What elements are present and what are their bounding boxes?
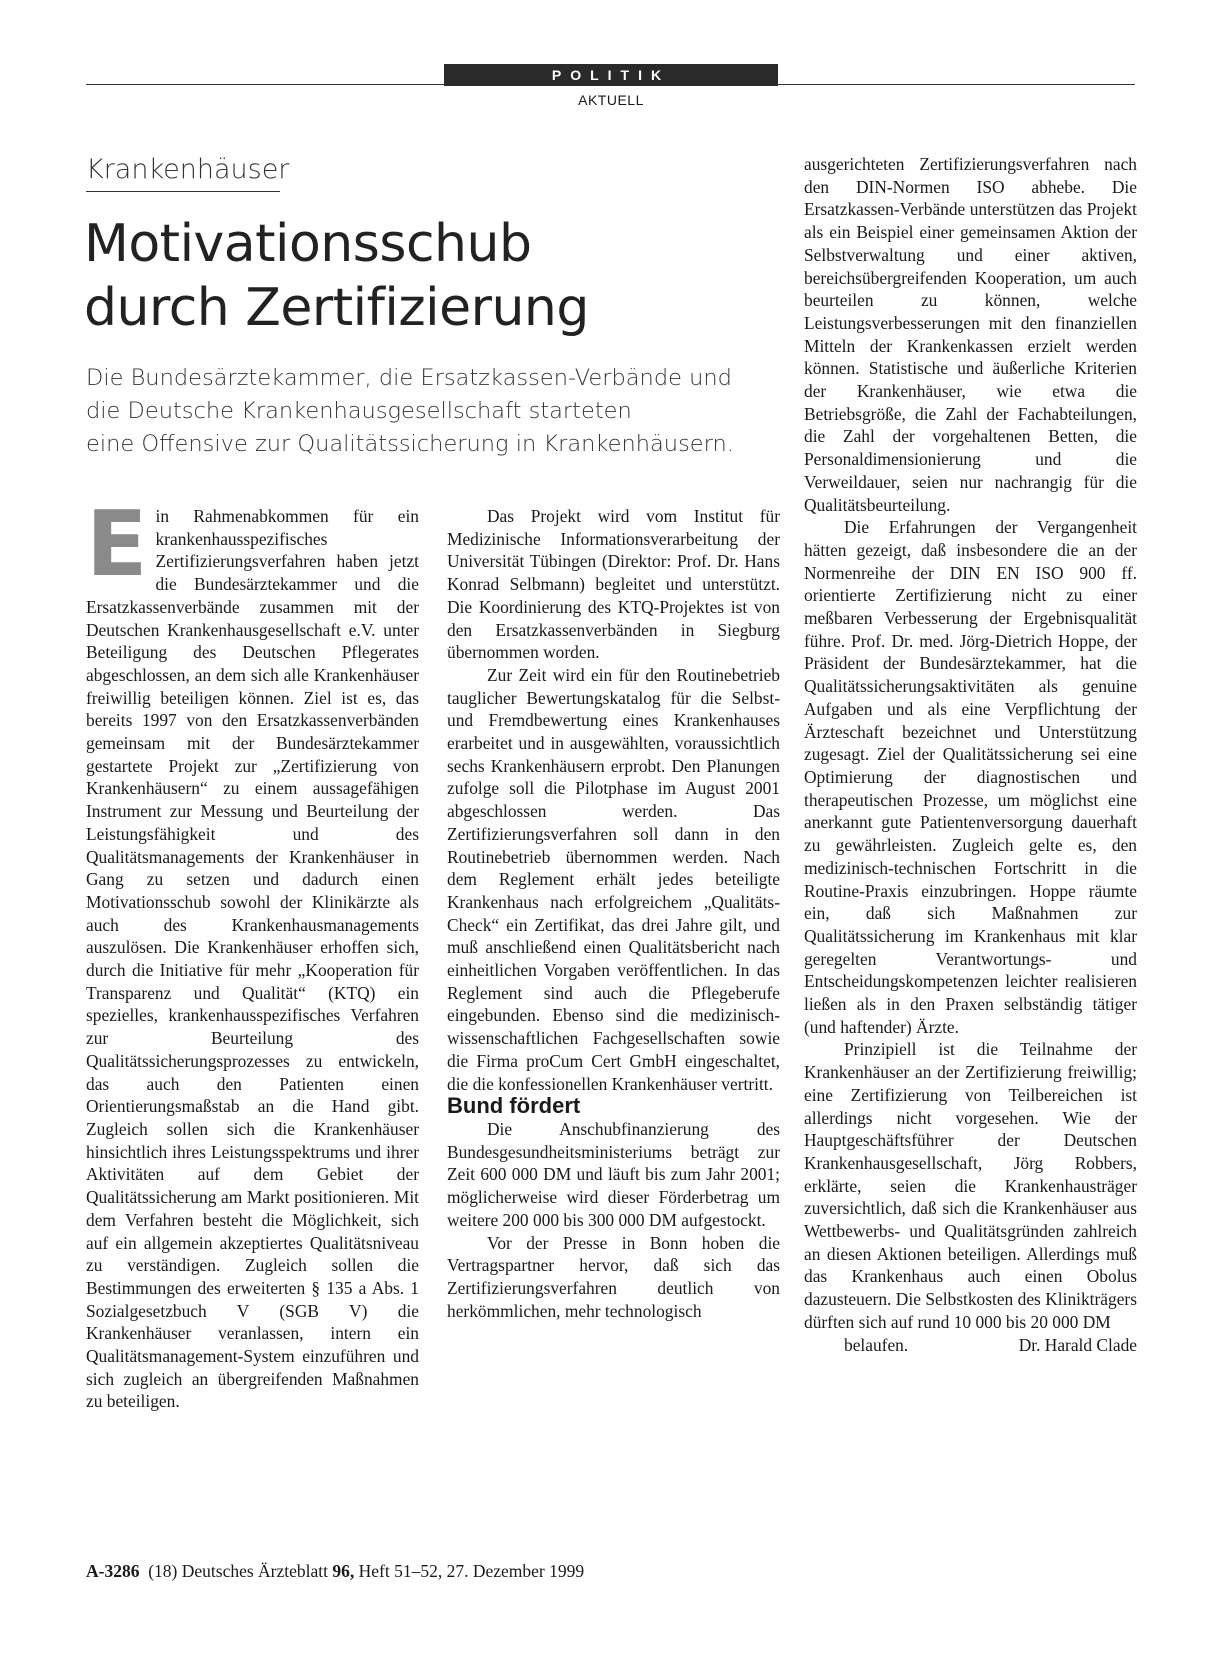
paragraph: Vor der Presse in Bonn hoben die Vertragspartner hervor, daß sich das Zertifizierungsverfahren deutlich von herkömmlichen, mehr technologisch <box>447 1232 780 1321</box>
lede-line-2: die Deutsche Krankenhausgesellschaft starteten <box>86 398 632 424</box>
paragraph: Das Projekt wird vom Institut für Medizinische Informationsverarbeitung der Universität Tübingen (Direktor: Prof. Dr. Hans Konrad Selbmann) begleitet und unterstützt. Die Koordinierung des KTQ-Projektes ist von den Ersatzkassenverbänden in Siegburg übernommen worden. <box>447 506 780 663</box>
lede-line-3: eine Offensive zur Qualitätssicherung in Krankenhäusern. <box>86 431 734 457</box>
headline-line-2: durch Zertifizierung <box>84 278 589 338</box>
article-lede <box>86 362 786 461</box>
closing-text: belaufen. <box>844 1334 909 1355</box>
column-1 <box>86 492 419 1413</box>
article-kicker: Krankenhäuser <box>86 154 280 192</box>
paragraph: Die Erfahrungen der Vergangenheit hätten gezeigt, daß insbesondere die an der Normenreihe der DIN EN ISO 900 ff. orientierte Zertifizierung nicht zu einer meßbaren Verbesserung der Ergebnisqualität führe. Prof. Dr. med. Jörg-Dietrich Hoppe, der Präsident der Bundesärztekammer, hat die Qualitätssicherungsaktivitäten als genuine Aufgaben und als eine Verpflichtung der Ärzteschaft bezeichnet und Unterstützung zugesagt. Ziel der Qualitätssicherung sei eine Optimierung der diagnostischen und therapeutischen Prozesse, um möglichst eine anerkannt gute Patientenversorgung dauerhaft zu gewährleisten. Zugleich gelte es, den medizinisch-technischen Fortschritt in die Routine-Praxis einzubringen. Hoppe räumte ein, daß sich Maßnahmen zur Qualitätssicherung im Krankenhaus mit klar geregelten Verantwortungs- und Entscheidungskompetenzen leichter realisieren ließen als in den Praxen selbständig tätiger (und haftender) Ärzte. <box>804 517 1137 1037</box>
subsection-label: AKTUELL <box>578 92 644 108</box>
article-headline <box>84 212 784 340</box>
headline-line-1: Motivationsschub <box>84 214 532 274</box>
paragraph: Die Anschubfinanzierung des Bundesgesundheitsministeriums beträgt zur Zeit 600 000 DM und läuft bis zum Jahr 2001; möglicherweise wird dieser Förderbetrag um weitere 200 000 bis 300 000 DM aufgestockt. <box>447 1118 780 1230</box>
paragraph: ausgerichteten Zertifizierungsverfahren nach den DIN-Normen ISO abhebe. Die Ersatzkassen-Verbände unterstützen das Projekt als ein Beispiel einer gemeinsamen Aktion der Selbstverwaltung und einer aktiven, bereichsübergreifenden Kooperation, um auch beurteilen zu können, welche Leistungsverbesserungen mit den finanziellen Mitteln der Krankenkassen erzielt werden können. Statistische und äußerliche Kriterien der Krankenhäuser, wie etwa die Betriebsgröße, die Zahl der Fachabteilungen, die Zahl der vorgehaltenen Betten, die Personaldimensionierung und die Verweildauer, seien nur nachrangig für die Qualitätsbeurteilung. <box>804 154 1137 515</box>
column-3 <box>804 153 1137 1356</box>
page-number: A-3286 <box>86 1561 140 1581</box>
paragraph-text: in Rahmenabkommen für ein krankenhausspezifisches Zertifizierungsverfahren haben jetzt die Bundesärztekammer und die Ersatzkassenverbände zusammen mit der Deutschen Krankenhausgesellschaft e.V. unter Beteiligung des Deutschen Pflegerates abgeschlossen, an dem sich alle Krankenhäuser freiwillig beteiligen können. Ziel ist es, das bereits 1997 von den Ersatzkassenverbänden gemeinsam mit der Bundesärztekammer gestartete Projekt zur „Zertifizierung von Krankenhäusern“ zu einem aussagefähigen Instrument zur Messung und Beurteilung der Leistungsfähigkeit und des Qualitätsmanagements der Krankenhäuser in Gang zu setzen und dadurch einen Motivationsschub sowohl der Klinikärzte als auch des Krankenhausmanagements auszulösen. Die Krankenhäuser erhoffen sich, durch die Initiative für mehr „Kooperation für Transparenz und Qualität“ (KTQ) ein spezielles, krankenhausspezifisches Verfahren zur Beurteilung des Qualitätssicherungsprozesses zu entwickeln, das auch den Patienten einen Orientierungsmaßstab an die Hand gibt. Zugleich sollen sich die Krankenhäuser hinsichtlich ihres Leistungsspektrums und ihrer Aktivitäten auf dem Gebiet der Qualitätssicherung am Markt positionieren. Mit dem Verfahren besteht die Möglichkeit, sich auf ein allgemein akzeptiertes Qualitätsniveau zu verständigen. Zugleich sollen die Bestimmungen des erweiterten § 135 a Abs. 1 Sozialgesetzbuch V (SGB V) die Krankenhäuser veranlassen, intern ein Qualitätsmanagement-System einzuführen und sich zugleich an übergreifenden Maßnahmen zu beteiligen. <box>86 506 419 1412</box>
column-2 <box>447 505 780 1322</box>
lede-line-1: Die Bundesärztekammer, die Ersatzkassen-Verbände und <box>86 365 732 391</box>
paragraph <box>86 492 419 1413</box>
section-subheading: Bund fördert <box>447 1093 581 1119</box>
paragraph: Prinzipiell ist die Teilnahme der Krankenhäuser an der Zertifizierung freiwillig; eine Zertifizierung von Teilbereichen ist allerdings nicht vorgesehen. Wie der Hauptgeschäftsführer der Deutschen Krankenhausgesellschaft, Jörg Robbers, erklärte, seien die Krankenhausträger zuversichtlich, daß sich die Krankenhäuser aus Wettbewerbs- und Qualitätsgründen zahlreich an diesen Aktionen beteiligen. Allerdings muß das Krankenhaus auch einen Obolus dazusteuern. Die Selbstkosten des Klinikträgers dürften sich auf rund 10 000 bis 20 000 DM <box>804 1039 1137 1332</box>
drop-cap: E <box>86 492 148 597</box>
journal-name: (18) Deutsches Ärzteblatt <box>148 1561 329 1581</box>
paragraph: Zur Zeit wird ein für den Routinebetrieb tauglicher Bewertungskatalog für die Selbst- und Fremdbewertung eines Krankenhauses erarbeitet und in ausgewählten, voraussichtlich sechs Krankenhäusern erprobt. Den Planungen zufolge soll die Pilotphase im August 2001 abgeschlossen werden. Das Zertifizierungsverfahren soll dann in den Routinebetrieb übernommen werden. Nach dem Reglement erhält jedes beteiligte Krankenhaus nach erfolgreichem „Qualitäts-Check“ ein Zertifikat, das drei Jahre gilt, und muß anschließend einen Qualitätsbericht nach einheitlichen Vorgaben veröffentlichen. In das Reglement sind auch die Pflegeberufe eingebunden. Ebenso sind die medizinisch-wissenschaftlichen Fachgesellschaften sowie die Firma proCum Cert GmbH eingeschaltet, die die konfessionellen Krankenhäuser vertritt. <box>447 664 780 1094</box>
author-name: Dr. Harald Clade <box>1018 1334 1137 1355</box>
signoff-row <box>804 1334 1137 1357</box>
section-label: POLITIK <box>444 64 778 86</box>
issue-date: Heft 51–52, 27. Dezember 1999 <box>358 1561 585 1581</box>
page-footer <box>86 1561 584 1582</box>
volume-number: 96, <box>332 1561 355 1581</box>
